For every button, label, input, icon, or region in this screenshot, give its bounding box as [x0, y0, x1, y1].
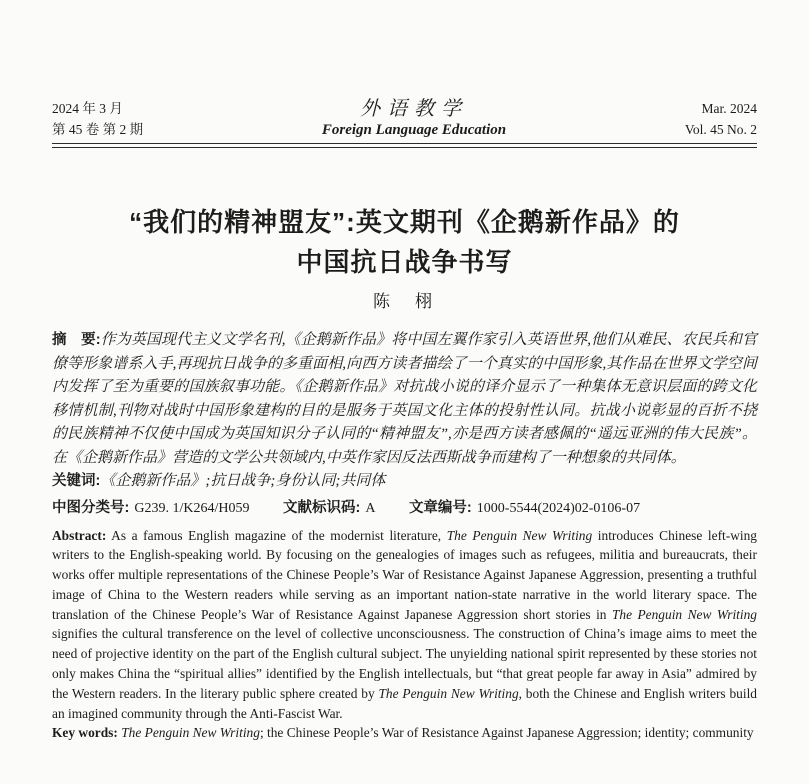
keywords-cn-label: 关键词:	[52, 473, 101, 489]
header-left	[52, 98, 143, 140]
abstract-en-journal-3: The Penguin New Writing	[378, 685, 519, 701]
keywords-cn	[52, 470, 757, 494]
keywords-en-label: Key words:	[52, 725, 118, 741]
clc-value: G239. 1/K264/H059	[134, 500, 250, 516]
abstract-en-journal-1: The Penguin New Writing	[446, 527, 593, 543]
clc-label: 中图分类号:	[52, 499, 130, 516]
abstract-cn-label: 摘 要:	[52, 332, 101, 348]
keywords-cn-text: 《企鹅新作品》;抗日战争;身份认同;共同体	[100, 473, 386, 489]
article-id-group	[409, 501, 640, 516]
doc-code-group	[283, 501, 375, 516]
article-meta	[52, 496, 757, 521]
keywords-en	[52, 723, 757, 743]
abstract-en-text-4: , both the Chinese and English writers build an imagined community through the Anti-Fascist War.	[52, 685, 757, 721]
abstract-en-text-1: As a famous English magazine of the modernist literature,	[106, 527, 447, 543]
journal-title-cn: 外语教学	[359, 98, 468, 120]
header-center	[143, 98, 685, 140]
article-title-line1: “我们的精神盟友”:英文期刊《企鹅新作品》的	[129, 207, 680, 237]
issue-volume-en: Vol. 45 No. 2	[684, 122, 757, 137]
abstract-cn	[52, 329, 757, 470]
doc-code-label: 文献标识码:	[282, 499, 361, 516]
header-double-rule	[52, 143, 757, 148]
header-right	[685, 98, 757, 140]
article-id-value: 1000-5544(2024)02-0106-07	[476, 500, 641, 516]
page-header	[52, 98, 757, 140]
abstract-en-journal-2: The Penguin New Writing	[611, 606, 758, 622]
abstract-en	[52, 526, 757, 724]
clc-group	[52, 501, 249, 516]
issue-date-cn: 2024 年 3 月	[52, 101, 123, 116]
article-id-label: 文章编号:	[408, 499, 472, 516]
article-title	[52, 202, 757, 282]
keywords-en-journal: The Penguin New Writing	[121, 725, 260, 741]
article-title-line2: 中国抗日战争书写	[296, 247, 513, 277]
issue-date-en: Mar. 2024	[701, 101, 757, 116]
abstract-en-text-2: introduces Chinese left-wing writers to the English-speaking world. By focusing on the genealogies of images such as refugees, militia and bureaucrats, their works offer multiple representations of the Chinese People’s War of Resistance Against Japanese Aggression, presenting a truthful image of China to the Western readers while serving as an important nation-state narrative in the world literary space. The translation of the Chinese People’s War of Resistance Against Japanese Aggression short stories in	[52, 527, 757, 622]
abstract-cn-text: 作为英国现代主义文学名刊,《企鹅新作品》将中国左翼作家引入英语世界,他们从难民、农民兵和官僚等形象谱系入手,再现抗日战争的多重面相,向西方读者描绘了一个真实的中国形象,其作品在世界文学空间内发挥了至为重要的国族叙事功能。《企鹅新作品》对抗战小说的译介显示了一种集体无意识层面的跨文化移情机制,刊物对战时中国形象建构的目的是服务于英国文化主体的投射性认同。抗战小说彰显的百折不挠的民族精神不仅使中国成为英国知识分子认同的“精神盟友”,亦是西方读者感佩的“遥远亚洲的伟大民族”。在《企鹅新作品》营造的文学公共领域内,中英作家因反法西斯战争而建构了一种想象的共同体。	[52, 332, 757, 466]
abstract-en-label: Abstract:	[52, 527, 107, 543]
author-name: 陈 栩	[373, 292, 436, 311]
issue-volume-cn: 第 45 卷 第 2 期	[52, 122, 144, 137]
doc-code-value: A	[365, 500, 376, 516]
abstract-en-text-3: signifies the cultural transference on the level of collective unconsciousness. The construction of China’s image aims to meet the need of projective identity on the part of the English cultural subject. The unyielding national spirit represented by these stories not only makes China the “spiritual allies” identified by the English intellectuals, but “that great people far away in Asia” admired by the Western readers. In the literary public sphere created by	[52, 626, 757, 701]
journal-title-en: Foreign Language Education	[321, 122, 507, 138]
keywords-en-text: ; the Chinese People’s War of Resistance Against Japanese Aggression; identity; community	[259, 725, 754, 741]
